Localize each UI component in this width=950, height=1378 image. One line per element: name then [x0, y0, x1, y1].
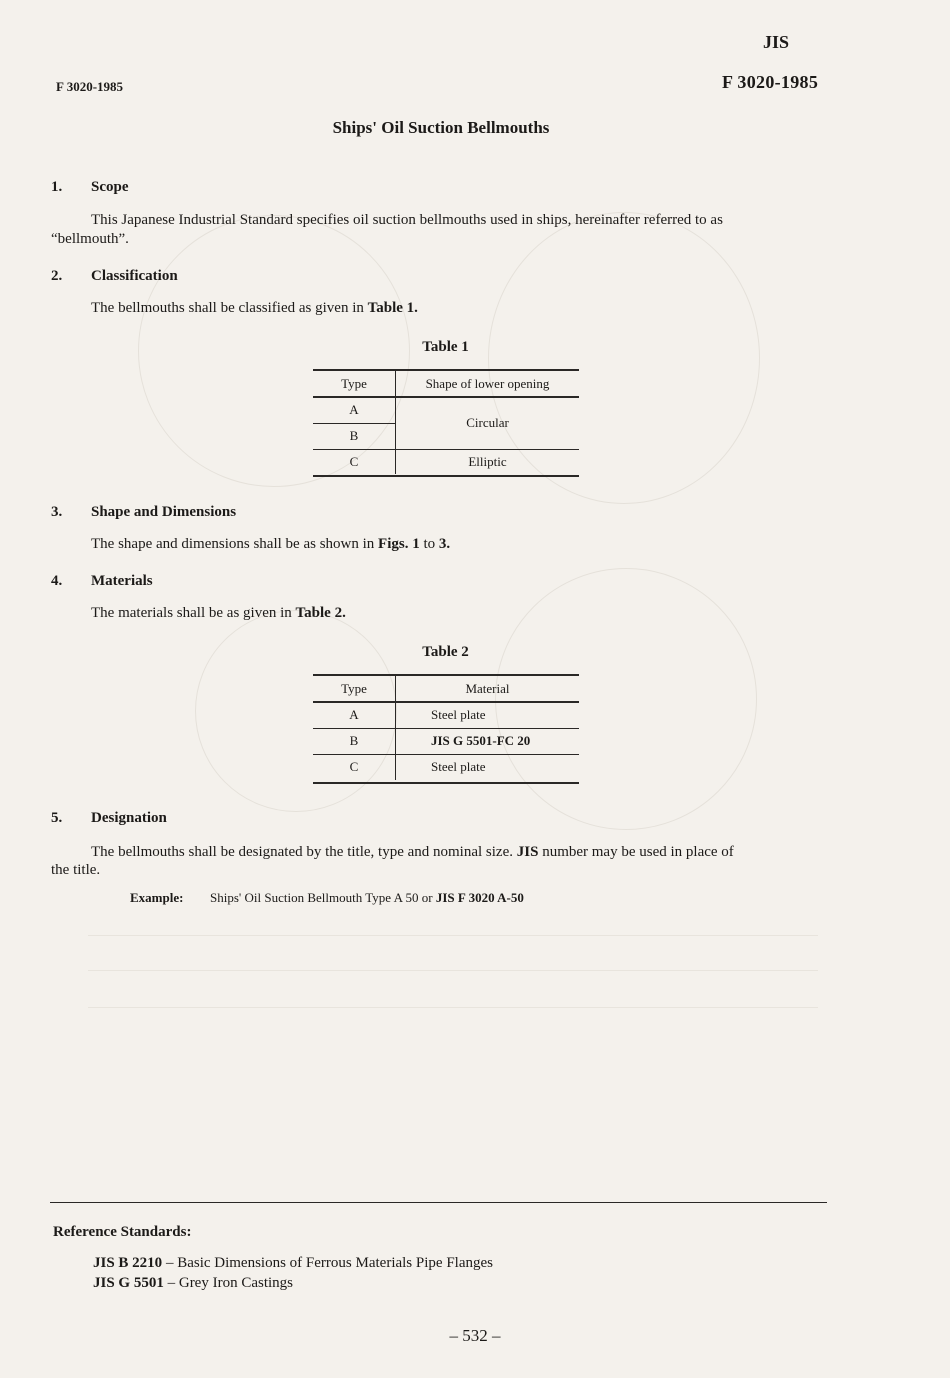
- section-3-number: 3.: [51, 504, 63, 520]
- section-3-title: Shape and Dimensions: [91, 504, 237, 520]
- table2-material: Steel plate: [431, 759, 486, 775]
- classification-text: [91, 298, 418, 318]
- section-4-title: Materials: [91, 573, 153, 589]
- table2-header-material: Material: [465, 680, 510, 696]
- reference-standards-title: Reference Standards:: [53, 1224, 192, 1240]
- designation-text-line2: the title.: [51, 862, 101, 878]
- table2-reference: Table 2.: [295, 605, 346, 621]
- section-5-number: 5.: [51, 810, 63, 826]
- example-designation: JIS F 3020 A-50: [435, 890, 524, 905]
- show-through-line: [88, 1007, 818, 1008]
- table2: [313, 676, 579, 780]
- document-title: Ships' Oil Suction Bellmouths: [332, 118, 550, 137]
- show-through-line: [88, 970, 818, 971]
- shape-to: to: [423, 536, 436, 552]
- table2-type: C: [313, 754, 396, 780]
- figs-reference-start: Figs. 1: [378, 536, 420, 552]
- table2-type: A: [313, 702, 396, 728]
- table1-bottom-rule: [313, 475, 579, 477]
- materials-sentence: The materials shall be as given in: [91, 605, 292, 621]
- standard-code-right: F 3020-1985: [722, 72, 819, 92]
- table2-caption: Table 2: [422, 644, 469, 660]
- table1-type-c: C: [313, 449, 396, 474]
- table2-row: [313, 702, 579, 728]
- standard-code-left: F 3020-1985: [56, 79, 124, 94]
- table2-material: Steel plate: [431, 707, 486, 723]
- example-label: Example:: [130, 890, 184, 905]
- example-text: [210, 890, 524, 906]
- reference-code: JIS B 2210: [93, 1255, 163, 1271]
- example-sentence: Ships' Oil Suction Bellmouth Type A 50 or: [210, 890, 433, 905]
- scope-text-line1: This Japanese Industrial Standard specifies oil suction bellmouths used in ships, hereinafter referred to as: [91, 212, 723, 228]
- section-5-title: Designation: [91, 810, 167, 826]
- reference-code: JIS G 5501: [93, 1275, 164, 1291]
- table2-row: [313, 754, 579, 780]
- table2-material: JIS G 5501-FC 20: [431, 733, 531, 748]
- table1-shape-elliptic: Elliptic: [468, 453, 507, 469]
- designation-sentence-end: number may be used in place of: [542, 844, 734, 860]
- materials-text: [91, 603, 346, 623]
- classification-sentence: The bellmouths shall be classified as given in: [91, 300, 364, 316]
- table1-type-b: B: [313, 423, 396, 449]
- designation-sentence: The bellmouths shall be designated by the title, type and nominal size.: [91, 844, 513, 860]
- table1-caption: Table 1: [422, 339, 469, 355]
- table2-bottom-rule: [313, 782, 579, 784]
- section-1-title: Scope: [91, 179, 129, 195]
- reference-desc: – Basic Dimensions of Ferrous Materials Pipe Flanges: [162, 1255, 493, 1271]
- reference-item: [93, 1275, 293, 1292]
- page-number: – 532 –: [449, 1326, 501, 1345]
- section-2-number: 2.: [51, 268, 63, 284]
- section-1-number: 1.: [51, 179, 63, 195]
- table1: [313, 371, 579, 474]
- reference-desc: – Grey Iron Castings: [163, 1275, 294, 1291]
- shape-sentence: The shape and dimensions shall be as shown in: [91, 536, 375, 552]
- table1-type-a: A: [313, 397, 396, 423]
- figs-reference-end: 3.: [438, 536, 451, 552]
- shape-text: [91, 534, 450, 554]
- table1-header-shape: Shape of lower opening: [425, 375, 550, 391]
- scope-text-line2: “bellmouth”.: [51, 231, 129, 247]
- table1-shape-circular: Circular: [396, 397, 580, 449]
- jis-mark: JIS: [763, 32, 790, 52]
- table2-type: B: [313, 728, 396, 754]
- table2-row: [313, 728, 579, 754]
- reference-item: [93, 1255, 493, 1272]
- section-4-number: 4.: [51, 573, 63, 589]
- designation-text-line1: [91, 842, 836, 862]
- show-through-line: [88, 935, 818, 936]
- table1-header-type: Type: [313, 371, 396, 397]
- table1-reference: Table 1.: [367, 300, 418, 316]
- designation-jis: JIS: [516, 844, 539, 860]
- table2-header-type: Type: [313, 676, 396, 702]
- section-2-title: Classification: [91, 268, 178, 284]
- footer-divider: [50, 1202, 827, 1203]
